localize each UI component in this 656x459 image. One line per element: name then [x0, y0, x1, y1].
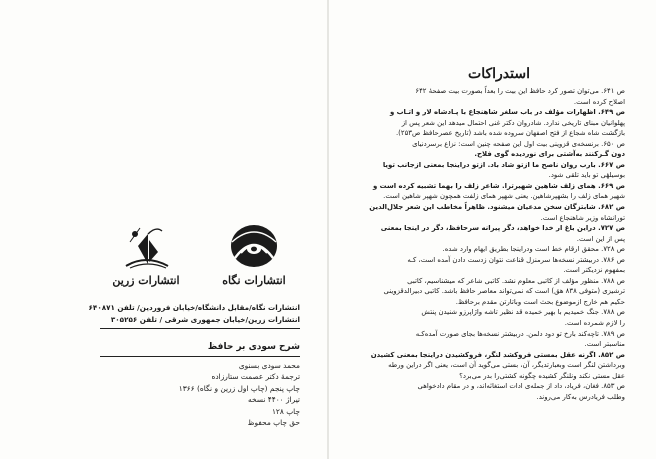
colophon-line: محمد سودی بسنوی [238, 361, 300, 370]
errata-line: تورانشاه وزیر شاهنجاع است. [540, 213, 625, 222]
colophon-page [0, 0, 327, 459]
negah-logo-label: انتشارات نگاه [222, 274, 286, 287]
errata-line: ص ۶۴۱. می‌توان تصور کرد حافظ این بیت را بعداً بصورت بیت صفحهٔ ۶۴۲ [415, 87, 625, 95]
book-title: شرح سودی بر حافظ [207, 342, 300, 352]
publisher-addresses [88, 302, 300, 334]
errata-line: ص ۷۸۶. دربیشتر نسخه‌ها سرمنزل قناعت نتوان زدست دادن آمده است، کـه [407, 255, 625, 264]
errata-line: را لازم شمرده است. [564, 319, 625, 328]
address-zarrin: انتشارات زرین/خیابان جمهوری شرقی / تلفن ۳۰۵۲۵۶ [110, 315, 300, 324]
divider [100, 356, 300, 357]
errata-line: پهلوانیان مبنای تاریخی ندارد. شادروان دکتر غنی احتمال میدهد این شعر پس از [401, 118, 625, 127]
errata-line: حکیم هم خارج ازموضوع بحث است و‌باتارتن مقدم برحافظ. [455, 297, 625, 306]
errata-line: اصلاح کرده است. [573, 97, 625, 106]
errata-line: ص ۸۵۲. اگرنه عقل بمستی فروکشد لنگر، فروکشیدن دراینجا بمعنی کشیدن [370, 350, 625, 359]
errata-line: ص ۶۵۰. برنسخه‌ی قزوینی بیت اول این صفحه چنین است: نزاع برسردنیای [412, 139, 625, 148]
errata-line: ص ۸۵۳. فغان، فریاد، داد از جمله‌ی ادات استغاثه‌اند، و در مقام دادخواهی [417, 382, 625, 391]
colophon-line: تیراژ ۴۴۰۰ نسخه [248, 395, 300, 405]
errata-line: پس از این است. [576, 234, 625, 243]
colophon-block [100, 340, 300, 428]
address-negah: انتشارات نگاه/مقابل دانشگاه/خیابان فروردین/ تلفن ۶۴۰۸۷۱ [88, 303, 300, 312]
errata-line: بمفهوم نزدیکتر است. [563, 266, 625, 275]
colophon-line: ترجمهٔ دکتر عصمت ستارزاده [211, 372, 300, 382]
divider [100, 328, 300, 329]
zarrin-logo-label: انتشارات زرین [112, 274, 180, 287]
errata-line: مناسبتر است. [584, 340, 625, 349]
zarrin-logo [100, 222, 192, 300]
publisher-logos [100, 222, 300, 300]
errata-line: شهیر همای زلف را بشهپرشاهین. یعنی شهپر همای زلفت همچون شهپر شاهین است. [383, 192, 625, 201]
errata-line: وطلب فریادرس به‌کار می‌روند. [536, 392, 625, 401]
errata-line: بازگشت شاه شجاع از فتح اصفهان سروده شده باشد (تاریخ عصرحافظ ص۲۵۳). [395, 129, 625, 138]
colophon-line: چاپ پنجم (چاپ اول زرین و نگاه) ۱۳۶۶ [178, 383, 300, 393]
negah-logo [208, 222, 300, 300]
errata-line: ص ۶۸۲. شابتزگان سخن مدعیان میشنود. ظاهراً مخاطب این شعر جلال‌الدین [369, 203, 625, 212]
errata-page [329, 0, 656, 459]
errata-line: دون گـرکنند به‌آشتی برای نوردیده گوی فلاح. [474, 150, 625, 159]
errata-line: ص ۷۸۸. جنگ خمیدیم با بهیر خمیده قد نظیر تاشه واژاپرزو شنیدن پنتش [421, 308, 625, 317]
colophon-line: چاپ ۱۲۸ [271, 406, 300, 416]
errata-line: وبرداشتن لنگر است وبعبارتدیگر، آن، بستی می‌گوید آن است، یعنی اگر دراین ورطه [388, 361, 625, 370]
errata-line: ترشیزی (متوفی ۸۳۸ هق) است که نمی‌تواند معاصر حافظ باشد. کاتبی دبیرالدقزوینی [383, 287, 625, 296]
errata-line: ص ۷۲۷. دراین باغ ار خدا خواهد، دگر پیرانه سرحافظ، دگر در اینجا بمعنی [380, 224, 625, 233]
errata-line: ص ۶۴۹. اظهارات مؤلف در باب سلغر شاهنجاع با پـادشاه لار و اتـاب و [389, 108, 625, 117]
errata-body [367, 86, 625, 402]
zarrin-emblem-icon [118, 222, 174, 272]
negah-emblem-icon [226, 222, 282, 272]
errata-line: ص ۶۶۹. همای زلف شاهین شهیر‌ترا. شاعر زلف را بهما تشبیه کرده است و [372, 181, 625, 190]
errata-line: ص ۶۶۷. بارب روان ناصح ما ازتو شاد باد. ازتو دراینجا بمعنی ازجانب تویا [382, 160, 625, 169]
errata-line: ص ۷۸۹. تاچه‌کند بارخ تو دود دلمن. دربیشتر نسخه‌ها بجای صورت آمده‌کـه [415, 329, 625, 338]
errata-line: عقل مستی نکند ونلنگر کشیده چگونه کشتی‌را بدر می‌برد؟ [459, 371, 625, 380]
page-title: استدراکات [468, 66, 530, 82]
colophon-line: حق چاپ محفوظ [247, 418, 300, 428]
errata-line: ص ۷۲۸. محقق ارقام خط است ودراینجا بطریق ایهام وارد شده. [442, 245, 625, 254]
errata-line: بوسیلهٔی تو باید تلقی شود. [548, 171, 625, 180]
errata-line: ص ۷۸۸. منظور مؤلف از کاتبی معلوم نشد. کاتبی شاعر که میشناسیم، کاتبی [407, 276, 625, 285]
